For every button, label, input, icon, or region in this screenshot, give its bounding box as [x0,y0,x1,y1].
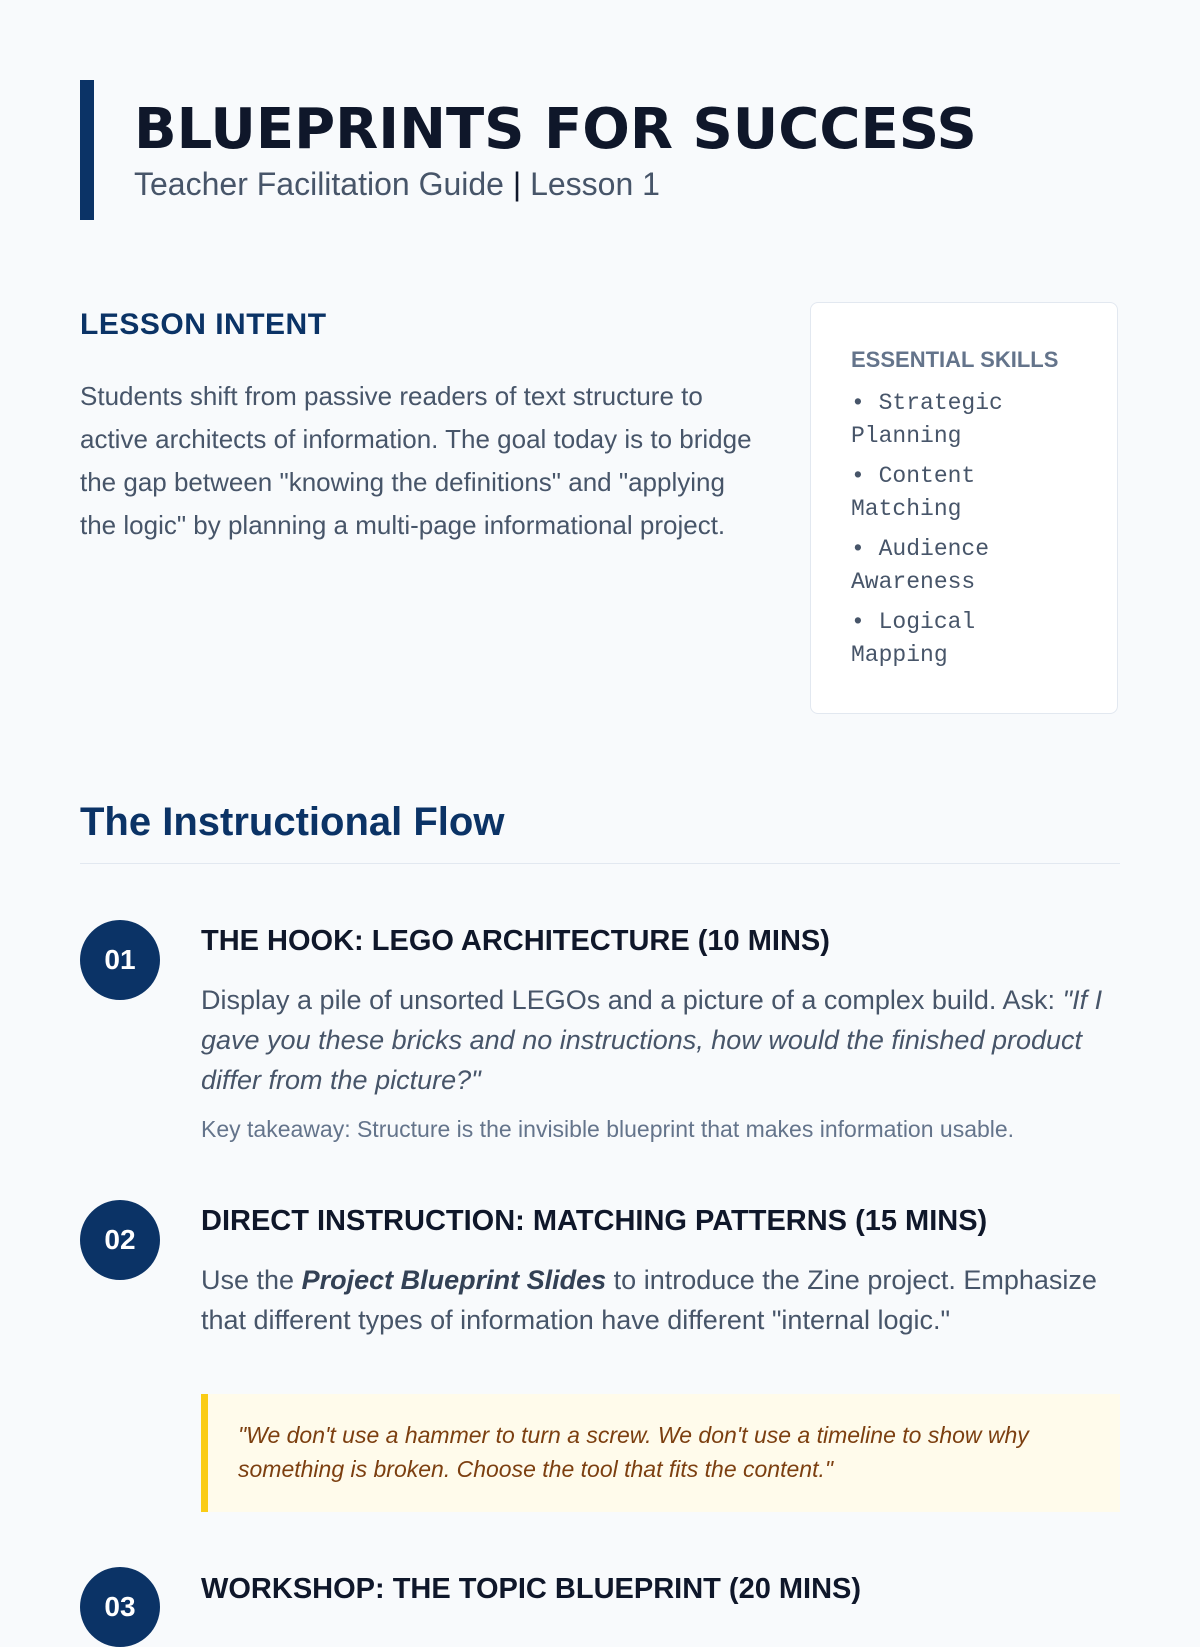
step-description [201,1260,1111,1340]
skill-item: • Logical Mapping [851,609,976,668]
step-key-takeaway: Key takeaway: Structure is the invisible blueprint that makes information usable. [201,1116,1015,1142]
subtitle-guide: Teacher Facilitation Guide [134,166,504,202]
skill-item: • Audience Awareness [851,536,990,595]
essential-skills-card [810,302,1118,714]
step-description [201,980,1111,1100]
lesson-intent-text: Students shift from passive readers of text structure to active architects of information. The goal today is to bridge the gap between "knowing the definitions" and "applying the logic" by planning a multi-page informational project. [80,381,752,540]
step-description-question: "If I gave you these bricks and no instructions, how would the finished product differ from the picture?" [201,985,1103,1095]
subtitle-separator: | [512,166,522,202]
instructional-flow-heading: The Instructional Flow [80,800,505,844]
callout-quote [201,1394,1120,1512]
step-title: WORKSHOP: THE TOPIC BLUEPRINT (20 MINS) [201,1573,862,1605]
project-blueprint-slides-reference: Project Blueprint Slides [301,1265,607,1295]
step-description-text: Display a pile of unsorted LEGOs and a picture of a complex build. Ask: [201,985,1055,1015]
step-description-suffix: to introduce the Zine project. Emphasize that different types of information have different "internal logic." [201,1265,1097,1335]
page-title: BLUEPRINTS FOR SUCCESS [134,97,977,162]
page-subtitle [134,164,660,204]
step-description-prefix: Use the [201,1265,295,1295]
header-accent-bar [80,80,94,220]
subtitle-lesson: Lesson 1 [530,166,660,202]
essential-skills-list [851,387,1083,679]
lesson-intent-section [80,305,760,547]
skill-item: • Content Matching [851,463,976,522]
skill-item: • Strategic Planning [851,390,1003,449]
step-number-badge: 03 [80,1567,160,1647]
step-title: THE HOOK: LEGO ARCHITECTURE (10 MINS) [201,925,830,957]
step-number-badge: 02 [80,1200,160,1280]
step-title: DIRECT INSTRUCTION: MATCHING PATTERNS (15 MINS) [201,1205,988,1237]
section-divider [80,863,1120,864]
callout-quote-text: "We don't use a hammer to turn a screw. We don't use a timeline to show why something is broken. Choose the tool that fits the content." [238,1422,1029,1482]
essential-skills-heading: ESSENTIAL SKILLS [851,347,1059,372]
lesson-intent-heading: LESSON INTENT [80,308,327,341]
step-number-badge: 01 [80,920,160,1000]
